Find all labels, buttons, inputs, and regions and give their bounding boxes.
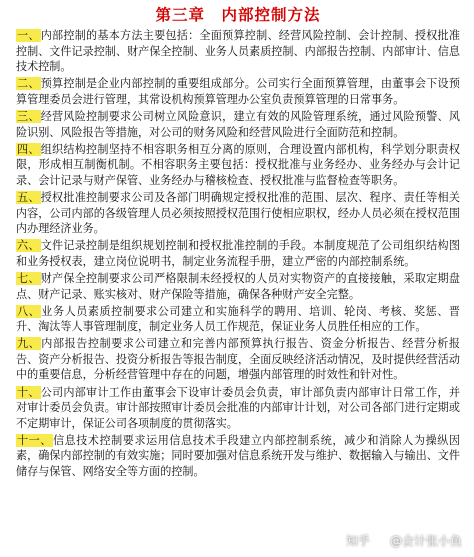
paragraph-number: 五、	[17, 190, 40, 204]
watermark-user: @会计张小鱼	[389, 534, 462, 548]
paragraph-text: 业务人员素质控制要求公司建立和实施科学的聘用、培训、轮岗、考核、奖惩、晋升、淘汰等人事管理制度，制定业务人员工作规范，保证业务人员胜任相应的工作。	[16, 304, 460, 334]
paragraph-list	[16, 28, 460, 480]
paragraph-text: 信息技术控制要求运用信息技术手段建立内部控制系统，减少和消除人为操纵因素，确保内部控制的有效实施；同时要加强对信息系统开发与维护、数据输入与输出、文件储存与保管、网络安全等方面的控制。	[16, 433, 460, 479]
paragraph	[16, 28, 460, 75]
paragraph	[16, 238, 460, 269]
paragraph-number: 十、	[17, 385, 40, 399]
paragraph	[16, 271, 460, 302]
paragraph-text: 财产保全控制要求公司严格限制未经授权的人员对实物资产的直接接触，采取定期盘点、财产记录、账实核对、财产保险等措施，确保各种财产安全完整。	[16, 271, 460, 301]
paragraph-number: 七、	[17, 271, 40, 285]
paragraph-text: 授权批准控制要求公司及各部门明确规定授权批准的范围、层次、程序、责任等相关内容，公司内部的各级管理人员必须按照授权范围行使相应职权，经办人员必须在授权范围内办理经济业务。	[16, 190, 460, 236]
paragraph-text: 预算控制是企业内部控制的重要组成部分。公司实行全面预算管理，由董事会下设预算管理委员会进行管理，其常设机构预算管理办公室负责预算管理的日常事务。	[16, 77, 460, 106]
paragraph	[16, 76, 460, 107]
paragraph-text: 经营风险控制要求公司树立风险意识，建立有效的风险管理系统，通过风险预警、风险识别、风险报告等措施，对公司的财务风险和经营风险进行全面防范和控制。	[16, 109, 460, 139]
paragraph-number: 一、	[17, 29, 40, 42]
paragraph-text: 内部控制的基本方法主要包括：全面预算控制、经营风险控制、会计控制、授权批准控制、文件记录控制、财产保全控制、业务人员素质控制、内部报告控制、内部审计、信息技术控制。	[16, 29, 460, 74]
chapter-title: 第三章 内部控制方法	[155, 6, 321, 24]
paragraph-number: 八、	[17, 304, 41, 318]
paragraph-number: 三、	[17, 109, 40, 123]
paragraph-number: 十一、	[17, 433, 52, 447]
paragraph-text: 内部报告控制要求公司建立和完善内部预算执行报告、资金分析报告、经营分析报告、资产分析报告、投资分析报告等报告制度，全面反映经济活动情况，及时提供经营活动中的重要信息，分析经营管理中存在的问题，增强内部管理的时效性和针对性。	[16, 337, 460, 382]
paragraph-number: 二、	[17, 77, 40, 91]
paragraph-text: 组织结构控制坚持不相容职务相互分离的原则，合理设置内部机构，科学划分职责权限，形成相互制衡机制。不相容职务主要包括：授权批准与业务经办、业务经办与会计记录、会计记录与财产保管、业务经办与稽核检查、授权批准与监督检查等职务。	[16, 142, 460, 187]
paragraph-number: 九、	[17, 337, 41, 351]
watermark-site: 知乎	[345, 534, 370, 548]
paragraph	[16, 304, 460, 335]
paragraph-number: 六、	[17, 239, 40, 253]
paragraph	[16, 433, 460, 480]
paragraph	[16, 190, 460, 237]
watermark	[346, 532, 462, 549]
paragraph-text: 公司内部审计工作由董事会下设审计委员会负责，审计部负责内部审计日常工作，并对审计委员会负责。审计部按照审计委员会批准的内部审计计划，对公司各部门进行定期或不定期审计，保证公司各项制度的贯彻落实。	[16, 385, 460, 430]
paragraph	[16, 336, 460, 383]
paragraph	[16, 109, 460, 140]
paragraph-number: 四、	[17, 142, 40, 156]
paragraph	[16, 385, 460, 432]
paragraph	[16, 142, 460, 189]
paragraph-text: 文件记录控制是组织规划控制和授权批准控制的手段。本制度规范了公司组织结构图和业务授权表，建立岗位说明书，制定业务流程手册，建立严密的内部控制系统。	[16, 239, 460, 268]
